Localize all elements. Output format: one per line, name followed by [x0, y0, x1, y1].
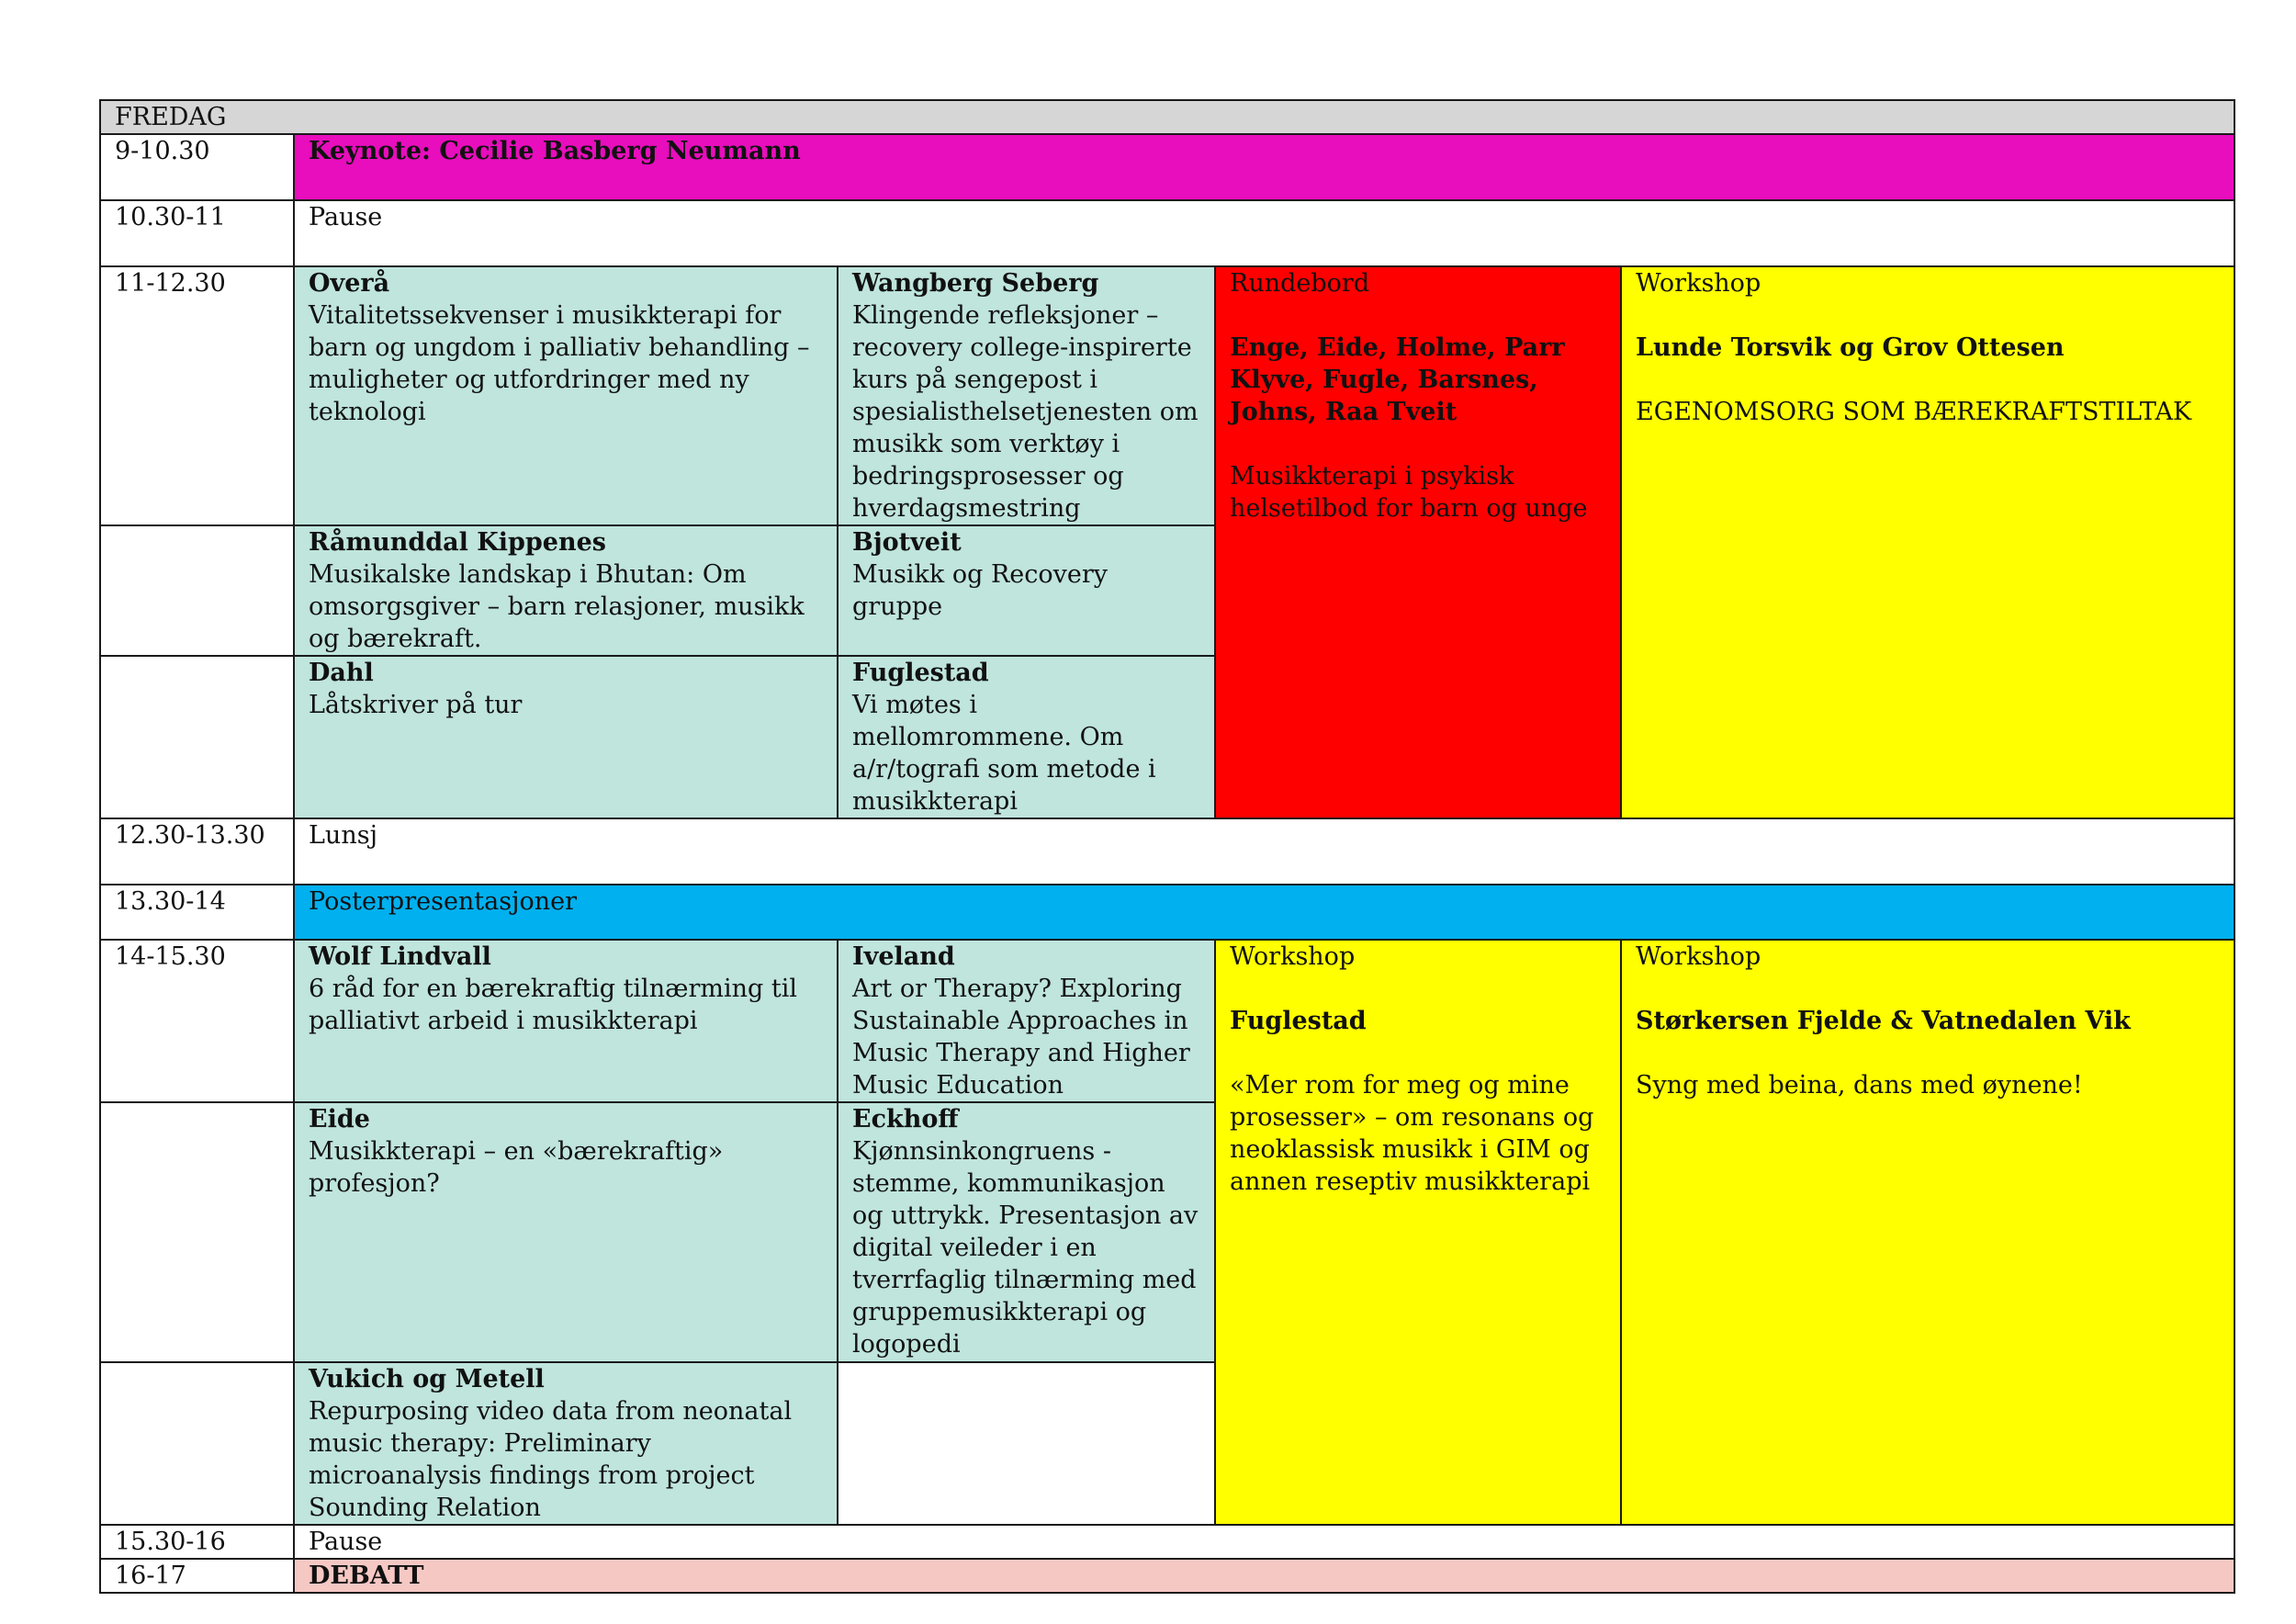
pause-cell: Pause: [294, 1525, 2234, 1559]
presenter-name: Bjotveit: [852, 528, 962, 557]
session-cell: [294, 940, 838, 1102]
presenter-name: Overå: [309, 269, 390, 298]
presenter-names: Lunde Torsvik og Grov Ottesen: [1636, 333, 2065, 362]
keynote-row: [100, 134, 2234, 200]
lunch-row: [100, 818, 2234, 885]
debate-row: [100, 1559, 2234, 1593]
pause-row: [100, 1525, 2234, 1559]
session-cell: [838, 525, 1215, 656]
presenter-name: Råmunddal Kippenes: [309, 528, 606, 557]
poster-cell: Posterpresentasjoner: [294, 885, 2234, 940]
time-cell: [100, 1102, 294, 1362]
presenter-names: Fuglestad: [1230, 1007, 1367, 1035]
presenter-name: Dahl: [309, 659, 374, 687]
session-cell: [838, 266, 1215, 525]
session-title: Syng med beina, dans med øynene!: [1636, 1071, 2083, 1100]
session-type: Workshop: [1230, 942, 1356, 971]
session-cell: [294, 525, 838, 656]
session-title: Musikk og Recovery gruppe: [852, 560, 1109, 621]
workshop-cell: [1621, 266, 2234, 818]
time-cell: 10.30-11: [100, 200, 294, 266]
session-title: Kjønnsinkongruens - stemme, kommunikasjon og uttrykk. Presentasjon av digital veileder i en tverrfaglig tilnærming med gruppemusikkterapi og logopedi: [852, 1137, 1199, 1359]
time-cell: 13.30-14: [100, 885, 294, 940]
day-header-row: [100, 100, 2234, 134]
roundtable-cell: [1215, 266, 1621, 818]
presenter-name: Wolf Lindvall: [309, 942, 491, 971]
session-cell: [838, 1102, 1215, 1362]
session-title: Klingende refleksjoner – recovery college-inspirerte kurs på sengepost i spesialisthelsetjenesten om musikk som verktøy i bedringsprosesser og hverdagsmestring: [852, 301, 1199, 523]
session-title: 6 råd for en bærekraftig tilnærming til palliativt arbeid i musikkterapi: [309, 975, 797, 1035]
session-title: Musikalske landskap i Bhutan: Om omsorgsgiver – barn relasjoner, musikk og bærekraft.: [309, 560, 805, 653]
time-cell: [100, 656, 294, 818]
time-cell: [100, 1362, 294, 1525]
session-cell: [294, 1362, 838, 1525]
debate-title: DEBATT: [309, 1562, 424, 1590]
session-title: «Mer rom for meg og mine prosesser» – om resonans og neoklassisk musikk i GIM og annen reseptiv musikkterapi: [1230, 1071, 1594, 1196]
presenter-name: Iveland: [852, 942, 955, 971]
session-title: EGENOMSORG SOM BÆREKRAFTSTILTAK: [1636, 398, 2192, 426]
presenter-names: Enge, Eide, Holme, Parr Klyve, Fugle, Barsnes, Johns, Raa Tveit: [1230, 333, 1565, 426]
pause-row: [100, 200, 2234, 266]
poster-row: [100, 885, 2234, 940]
session-title: Musikkterapi i psykisk helsetilbod for barn og unge: [1230, 462, 1588, 523]
session-title: Repurposing video data from neonatal music therapy: Preliminary microanalysis findings from project Sounding Relation: [309, 1397, 793, 1522]
session-title: Art or Therapy? Exploring Sustainable Approaches in Music Therapy and Higher Music Education: [852, 975, 1190, 1100]
session-cell: [838, 656, 1215, 818]
presenter-name: Fuglestad: [852, 659, 989, 687]
time-cell: 9-10.30: [100, 134, 294, 200]
session-title: Låtskriver på tur: [309, 691, 523, 719]
time-cell: 12.30-13.30: [100, 818, 294, 885]
session-row: [100, 940, 2234, 1102]
pause-cell: Pause: [294, 200, 2234, 266]
session-type: Rundebord: [1230, 269, 1370, 298]
presenter-names: Størkersen Fjelde & Vatnedalen Vik: [1636, 1007, 2131, 1035]
time-cell: [100, 525, 294, 656]
program-table: [99, 99, 2235, 1594]
session-cell: [838, 940, 1215, 1102]
empty-cell: [838, 1362, 1215, 1525]
presenter-name: Eide: [309, 1105, 370, 1133]
lunch-cell: Lunsj: [294, 818, 2234, 885]
keynote-cell: [294, 134, 2234, 200]
session-title: Vitalitetssekvenser i musikkterapi for barn og ungdom i palliativ behandling – muligheter og utfordringer med ny teknologi: [309, 301, 810, 426]
presenter-name: Eckhoff: [852, 1105, 959, 1133]
workshop-cell: [1621, 940, 2234, 1525]
session-cell: [294, 266, 838, 525]
debate-cell: [294, 1559, 2234, 1593]
session-type: Workshop: [1636, 269, 1761, 298]
session-type: Workshop: [1636, 942, 1761, 971]
session-title: Vi møtes i mellomrommene. Om a/r/tografi som metode i musikkterapi: [852, 691, 1156, 816]
time-cell: 16-17: [100, 1559, 294, 1593]
presenter-name: Vukich og Metell: [309, 1365, 545, 1393]
time-cell: 15.30-16: [100, 1525, 294, 1559]
session-row: [100, 266, 2234, 525]
time-cell: 11-12.30: [100, 266, 294, 525]
presenter-name: Wangberg Seberg: [852, 269, 1099, 298]
workshop-cell: [1215, 940, 1621, 1525]
day-header: FREDAG: [100, 100, 2234, 134]
keynote-title: Keynote: Cecilie Basberg Neumann: [309, 137, 801, 165]
time-cell: 14-15.30: [100, 940, 294, 1102]
session-cell: [294, 656, 838, 818]
session-cell: [294, 1102, 838, 1362]
session-title: Musikkterapi – en «bærekraftig» profesjon?: [309, 1137, 724, 1198]
